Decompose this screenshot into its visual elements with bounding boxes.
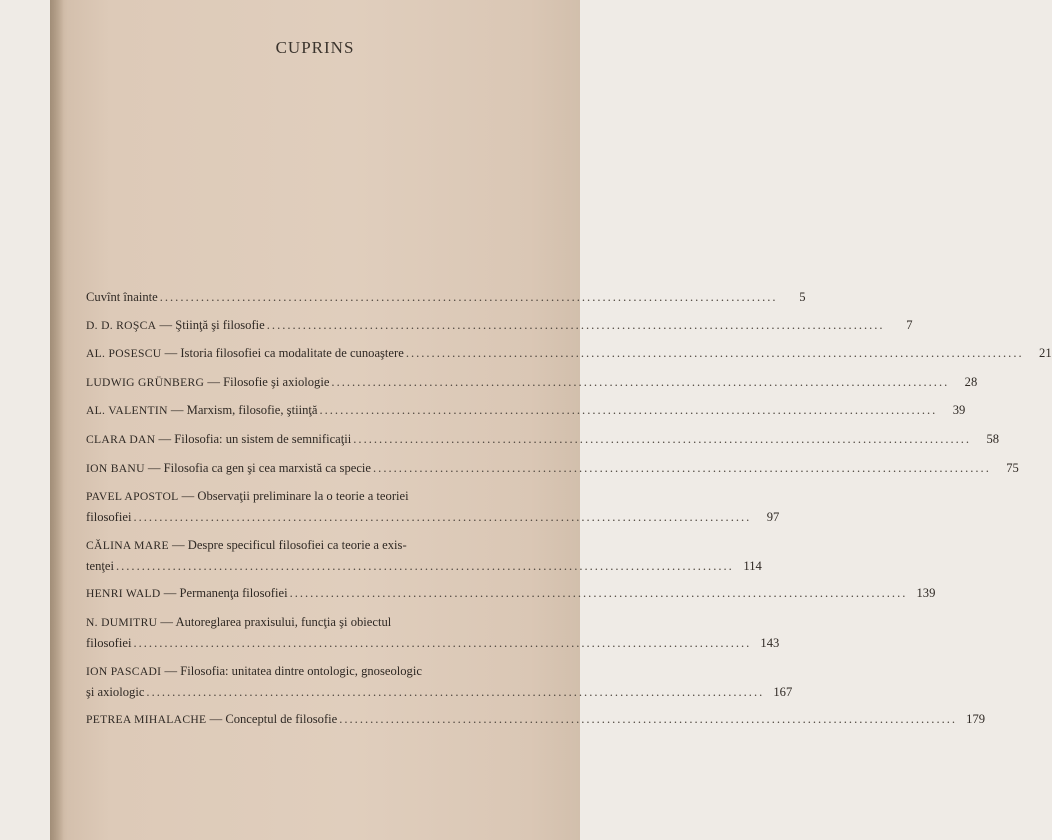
toc-entry-heading: LUDWIG GRÜNBERG — Filosofie şi axiologie <box>86 374 330 389</box>
toc-entry-line <box>86 507 780 527</box>
toc-page-number: 28 <box>964 374 978 389</box>
toc-entry-line <box>86 612 523 633</box>
toc-entry <box>86 372 978 393</box>
toc-page-number: 143 <box>760 635 780 650</box>
toc-entry <box>86 287 806 307</box>
toc-entry-line <box>86 287 806 307</box>
toc-page-number: 139 <box>916 586 936 601</box>
toc-entry-title: Conceptul de filosofie <box>225 712 338 727</box>
toc-page-number: 167 <box>773 684 793 699</box>
toc-entry-heading: N. DUMITRU — Autoreglarea praxisului, funcţia şi obiectul <box>86 614 392 629</box>
toc-page-number: 39 <box>952 403 966 418</box>
table-of-contents <box>86 287 1052 738</box>
toc-entry-author: HENRI WALD <box>86 587 161 601</box>
toc-leader-dots: ........................................................................................................................ <box>133 635 752 650</box>
toc-entry-line <box>86 661 523 682</box>
toc-entry <box>86 315 913 336</box>
toc-entry-author: CĂLINA MARE <box>86 538 169 552</box>
toc-entry-continuation: filosofiei <box>86 635 132 650</box>
toc-leader-dots: ........................................................................................................................ <box>331 374 950 389</box>
toc-entry-line <box>86 400 966 421</box>
toc-entry-title: Filosofia: unitatea dintre ontologic, gnoseologic <box>180 663 422 678</box>
toc-entry-line <box>86 372 978 393</box>
toc-entry <box>86 486 780 527</box>
toc-entry-heading: ION PASCADI — Filosofia: unitatea dintre ontologic, gnoseologic <box>86 663 422 678</box>
toc-entry-heading: CĂLINA MARE — Despre specificul filosofiei ca teorie a exis- <box>86 537 407 552</box>
toc-entry-line <box>86 458 1019 479</box>
toc-entry-title: Autoreglarea praxisului, funcţia şi obiectul <box>175 614 392 629</box>
toc-page-number: 75 <box>1006 460 1019 475</box>
toc-entry-heading: AL. VALENTIN — Marxism, filosofie, ştiinţă <box>86 403 318 418</box>
toc-leader-dots: ........................................................................................................................ <box>133 510 752 525</box>
toc-entry-title: Ştiinţă şi filosofie <box>175 317 265 332</box>
toc-entry <box>86 535 762 576</box>
toc-entry <box>86 661 793 702</box>
toc-entry <box>86 458 1019 479</box>
toc-entry-heading: D. D. ROŞCA — Ştiinţă şi filosofie <box>86 317 265 332</box>
toc-entry-title: Istoria filosofiei ca modalitate de cunoaştere <box>180 346 404 361</box>
toc-entry-heading: AL. POSESCU — Istoria filosofiei ca modalitate de cunoaştere <box>86 346 404 361</box>
toc-entry-line <box>86 556 762 576</box>
toc-entry-heading: ION BANU — Filosofia ca gen şi cea marxistă ca specie <box>86 460 372 475</box>
toc-page-number: 114 <box>743 558 762 573</box>
toc-entry <box>86 583 936 604</box>
toc-page-number: 7 <box>906 317 913 332</box>
toc-entry-line <box>86 343 1052 364</box>
toc-entry <box>86 612 780 653</box>
toc-entry-continuation: şi axiologic <box>86 684 145 699</box>
toc-entry-author: D. D. ROŞCA <box>86 318 157 332</box>
toc-entry <box>86 343 1052 364</box>
toc-entry-continuation: tenţei <box>86 558 114 573</box>
toc-leader-dots: ........................................................................................................................ <box>289 586 908 601</box>
toc-entry-heading: CLARA DAN — Filosofia: un sistem de semnificaţii <box>86 431 352 446</box>
page-title: CUPRINS <box>275 38 355 57</box>
toc-leader-dots: ........................................................................................................................ <box>405 346 1024 361</box>
toc-entry-title: Cuvînt înainte <box>86 290 158 304</box>
toc-entry-author: PETREA MIHALACHE <box>86 713 207 727</box>
toc-entry-continuation: filosofiei <box>86 510 132 525</box>
toc-entry-line <box>86 535 523 556</box>
toc-entry-line <box>86 583 936 604</box>
toc-leader-dots: ........................................................................................................................ <box>115 558 734 573</box>
toc-entry-author: LUDWIG GRÜNBERG <box>86 375 205 389</box>
toc-entry <box>86 709 986 730</box>
toc-entry-title: Permanenţa filosofiei <box>179 586 288 601</box>
toc-page-number: 97 <box>766 510 780 525</box>
toc-leader-dots: ........................................................................................................................ <box>319 403 938 418</box>
toc-leader-dots: ........................................................................................................................ <box>159 290 778 304</box>
toc-entry-line <box>86 429 1000 450</box>
toc-entry-heading: PAVEL APOSTOL — Observaţii preliminare la o teorie a teoriei <box>86 489 409 504</box>
toc-entry-line <box>86 682 793 702</box>
toc-entry-heading: HENRI WALD — Permanenţa filosofiei <box>86 586 288 601</box>
toc-leader-dots: ........................................................................................................................ <box>146 684 765 699</box>
toc-entry-heading <box>86 287 158 307</box>
toc-entry-line <box>86 315 913 336</box>
toc-entry-author: ION PASCADI <box>86 664 162 678</box>
toc-page-number: 21 <box>1039 346 1052 361</box>
toc-entry-title: Despre specificul filosofiei ca teorie a exis- <box>187 537 407 552</box>
toc-leader-dots: ........................................................................................................................ <box>266 317 885 332</box>
page-gutter-shadow <box>50 0 64 840</box>
toc-entry-title: Marxism, filosofie, ştiinţă <box>186 403 318 418</box>
toc-entry <box>86 400 966 421</box>
toc-entry-line <box>86 633 780 653</box>
toc-page-number: 179 <box>966 712 986 727</box>
toc-entry-line <box>86 486 523 507</box>
toc-entry-author: ION BANU <box>86 461 145 475</box>
toc-leader-dots: ........................................................................................................................ <box>373 460 991 475</box>
toc-entry-author: N. DUMITRU <box>86 615 158 629</box>
toc-entry-author: AL. POSESCU <box>86 347 162 361</box>
toc-entry-author: AL. VALENTIN <box>86 404 168 418</box>
toc-entry-title: Observaţii preliminare la o teorie a teoriei <box>197 489 409 504</box>
toc-entry-author: CLARA DAN <box>86 432 156 446</box>
toc-page-number: 5 <box>799 290 806 304</box>
toc-entry-title: Filosofia: un sistem de semnificaţii <box>174 431 352 446</box>
toc-entry-title: Filosofia ca gen şi cea marxistă ca specie <box>163 460 372 475</box>
toc-page-number: 58 <box>986 431 1000 446</box>
toc-entry <box>86 429 1000 450</box>
toc-leader-dots: ........................................................................................................................ <box>339 712 958 727</box>
toc-entry-author: PAVEL APOSTOL <box>86 490 179 504</box>
toc-leader-dots: ........................................................................................................................ <box>353 431 972 446</box>
toc-entry-title: Filosofie şi axiologie <box>223 374 330 389</box>
toc-entry-line <box>86 709 986 730</box>
toc-entry-heading: PETREA MIHALACHE — Conceptul de filosofie <box>86 712 338 727</box>
